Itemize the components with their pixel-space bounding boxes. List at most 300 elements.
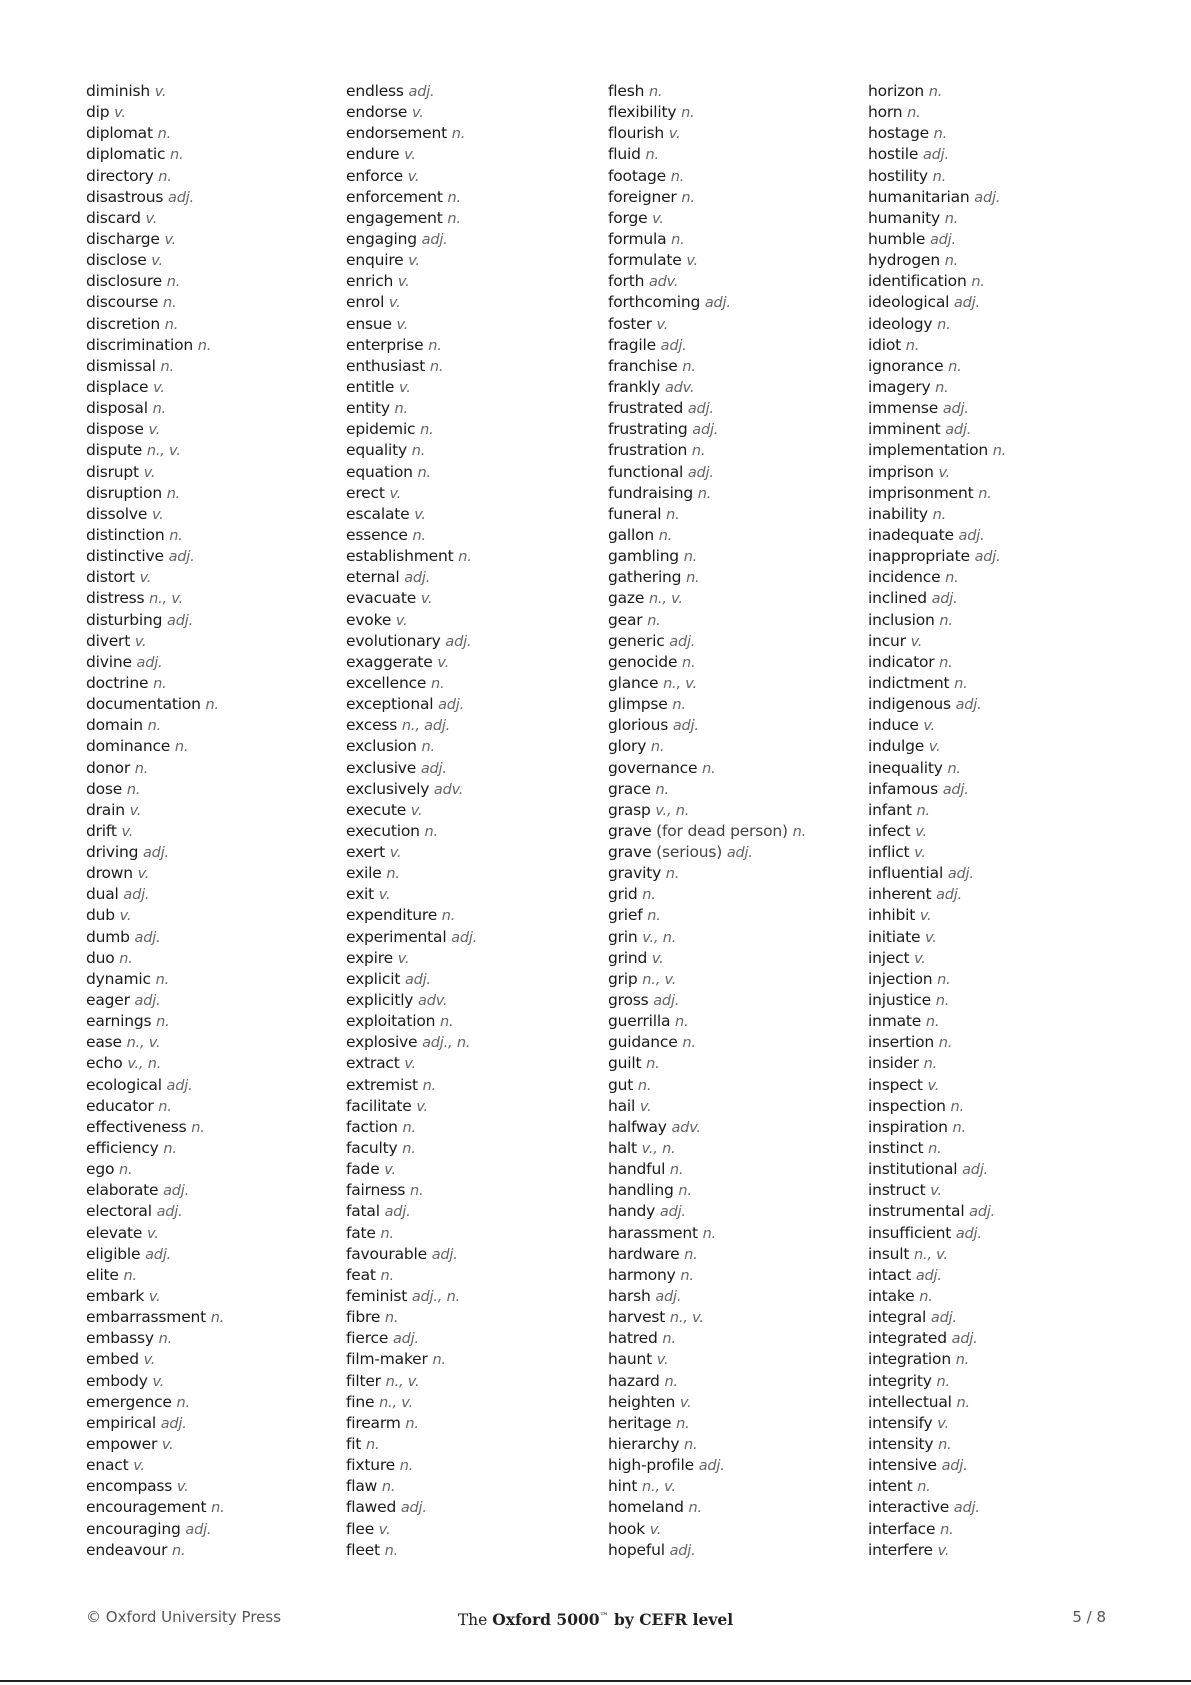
word-entry	[608, 567, 806, 588]
word-entry	[346, 1138, 477, 1159]
part-of-speech: v.	[910, 633, 923, 650]
headword: firearm	[346, 1413, 401, 1432]
part-of-speech: n.	[164, 316, 179, 333]
part-of-speech: n.	[933, 126, 948, 143]
headword: enterprise	[346, 335, 424, 354]
headword: immense	[868, 399, 939, 418]
word-entry	[868, 800, 1006, 821]
part-of-speech: adj.	[451, 929, 478, 946]
part-of-speech: n.	[954, 675, 968, 692]
word-entry	[868, 250, 1006, 271]
word-entry	[868, 1497, 1006, 1518]
part-of-speech: v.	[152, 1373, 165, 1390]
part-of-speech: v.	[114, 105, 126, 122]
headword: gallon	[608, 525, 655, 544]
part-of-speech: adj.	[955, 1225, 982, 1242]
headword: embark	[86, 1287, 145, 1306]
headword: hail	[608, 1096, 636, 1115]
word-entry	[608, 779, 806, 800]
headword: encompass	[86, 1477, 173, 1496]
headword: harsh	[608, 1287, 651, 1306]
part-of-speech: n.	[205, 697, 219, 714]
headword: film-maker	[346, 1350, 428, 1369]
headword: intensive	[868, 1456, 937, 1475]
headword: hopeful	[608, 1540, 665, 1559]
word-entry	[86, 292, 225, 313]
word-entry	[346, 1540, 477, 1561]
headword: gear	[608, 610, 643, 629]
word-entry	[608, 292, 806, 313]
word-entry	[86, 1476, 225, 1497]
headword: domain	[86, 716, 143, 735]
word-entry	[868, 356, 1006, 377]
word-entry	[868, 1223, 1006, 1244]
headword: escalate	[346, 504, 410, 523]
word-entry	[86, 546, 225, 567]
headword: evoke	[346, 610, 392, 629]
part-of-speech: n.	[950, 1098, 964, 1115]
part-of-speech: n.	[365, 1437, 380, 1453]
word-entry	[346, 1349, 477, 1370]
word-entry	[608, 1011, 806, 1032]
headword: hostile	[868, 145, 919, 164]
word-entry	[86, 905, 225, 926]
part-of-speech: n.	[424, 823, 438, 840]
part-of-speech: n.	[174, 739, 189, 756]
headword: inadequate	[868, 525, 954, 544]
word-entry	[608, 144, 806, 165]
part-of-speech: n.	[441, 908, 456, 925]
headword: grid	[608, 885, 638, 904]
part-of-speech: v.	[686, 253, 698, 270]
part-of-speech: v.	[930, 1183, 942, 1200]
word-entry	[868, 1434, 1006, 1455]
part-of-speech: adj.	[942, 781, 969, 798]
part-of-speech: v.	[923, 718, 935, 735]
headword: exclusion	[346, 737, 417, 756]
part-of-speech: n.	[191, 1119, 205, 1136]
part-of-speech: n.	[948, 358, 962, 375]
part-of-speech: adj.	[445, 633, 472, 650]
word-entry	[868, 462, 1006, 483]
headword: injustice	[868, 991, 931, 1010]
word-entry	[86, 1434, 225, 1455]
word-entry	[608, 631, 806, 652]
word-entry	[346, 1371, 477, 1392]
word-entry	[868, 1011, 1006, 1032]
word-entry	[346, 884, 477, 905]
headword: discard	[86, 208, 141, 227]
word-entry	[346, 1244, 477, 1265]
part-of-speech: adj.	[660, 337, 687, 354]
word-entry	[608, 166, 806, 187]
headword: enforce	[346, 166, 403, 185]
word-entry	[608, 842, 806, 863]
word-entry	[86, 123, 225, 144]
word-entry	[868, 1096, 1006, 1117]
part-of-speech: n.	[647, 908, 661, 925]
word-entry	[86, 884, 225, 905]
part-of-speech: n.	[412, 527, 426, 544]
word-entry	[86, 271, 225, 292]
headword: faculty	[346, 1139, 398, 1158]
part-of-speech: v.	[134, 633, 147, 650]
headword: excess	[346, 716, 398, 735]
word-entry	[86, 1053, 225, 1074]
word-entry	[868, 884, 1006, 905]
part-of-speech: n.	[923, 1056, 938, 1073]
part-of-speech: v.	[914, 950, 926, 967]
word-entry	[346, 863, 477, 884]
part-of-speech: n.	[947, 760, 961, 777]
part-of-speech: n.	[938, 1035, 953, 1052]
word-entry	[86, 1455, 225, 1476]
word-entry	[86, 1519, 225, 1540]
word-entry	[608, 1180, 806, 1201]
headword: ignorance	[868, 356, 944, 375]
part-of-speech: n.	[166, 485, 181, 502]
word-entry	[608, 1201, 806, 1222]
part-of-speech: v.	[378, 887, 391, 904]
word-entry	[346, 969, 477, 990]
headword: electoral	[86, 1202, 152, 1221]
part-of-speech: adj.	[698, 1458, 725, 1475]
part-of-speech: v.	[399, 379, 411, 396]
headword: gathering	[608, 568, 682, 587]
word-entry	[868, 398, 1006, 419]
part-of-speech: n., v.	[385, 1373, 420, 1390]
word-entry	[346, 1223, 477, 1244]
part-of-speech: n.	[160, 358, 174, 375]
headword: elevate	[86, 1223, 143, 1242]
part-of-speech: adj.	[185, 1521, 212, 1538]
headword: forthcoming	[608, 293, 701, 312]
headword: guidance	[608, 1033, 678, 1052]
headword: enrol	[346, 293, 385, 312]
word-entry	[868, 440, 1006, 461]
part-of-speech: n.	[394, 401, 408, 418]
headword: expenditure	[346, 906, 438, 925]
word-entry	[608, 546, 806, 567]
headword: educator	[86, 1096, 154, 1115]
headword: disastrous	[86, 187, 164, 206]
headword: filter	[346, 1371, 381, 1390]
headword: governance	[608, 758, 698, 777]
word-entry	[86, 187, 225, 208]
word-entry	[346, 1159, 477, 1180]
headword: inequality	[868, 758, 943, 777]
copyright-notice: © Oxford University Press	[86, 1608, 282, 1626]
part-of-speech: v.	[937, 1415, 949, 1432]
part-of-speech: n.	[158, 168, 172, 185]
part-of-speech: n.	[417, 464, 431, 481]
word-entry	[868, 102, 1006, 123]
headword: dismissal	[86, 356, 156, 375]
word-entry	[346, 1265, 477, 1286]
word-entry	[868, 1180, 1006, 1201]
part-of-speech: v.	[395, 612, 408, 629]
headword: forge	[608, 208, 648, 227]
headword: dose	[86, 779, 123, 798]
headword: formula	[608, 229, 667, 248]
part-of-speech: v.	[397, 950, 410, 967]
part-of-speech: n.	[642, 887, 656, 904]
part-of-speech: adj.	[953, 295, 980, 312]
word-entry	[868, 419, 1006, 440]
word-list	[86, 81, 1126, 1571]
part-of-speech: n.	[675, 1014, 689, 1031]
word-entry	[86, 1371, 225, 1392]
word-entry	[346, 1201, 477, 1222]
part-of-speech: adj.	[929, 231, 956, 248]
headword: hint	[608, 1477, 638, 1496]
word-entry	[608, 81, 806, 102]
headword: foreigner	[608, 187, 677, 206]
word-entry	[608, 863, 806, 884]
word-entry	[608, 250, 806, 271]
word-entry	[346, 1053, 477, 1074]
headword: haunt	[608, 1350, 653, 1369]
part-of-speech: v.	[164, 231, 177, 248]
word-entry	[86, 1349, 225, 1370]
word-entry	[608, 948, 806, 969]
word-entry	[86, 758, 225, 779]
part-of-speech: v.	[919, 908, 932, 925]
part-of-speech: n.	[170, 147, 184, 164]
part-of-speech: n.	[119, 1162, 133, 1179]
word-entry	[86, 821, 225, 842]
headword: embarrassment	[86, 1308, 207, 1327]
word-column-2	[346, 81, 477, 1561]
part-of-speech: n.	[162, 295, 177, 312]
headword: foster	[608, 314, 652, 333]
word-entry	[346, 504, 477, 525]
word-entry	[86, 102, 225, 123]
word-entry	[346, 905, 477, 926]
part-of-speech: v.	[408, 253, 420, 270]
headword: essence	[346, 525, 408, 544]
word-entry	[86, 1223, 225, 1244]
part-of-speech: n.	[939, 654, 953, 671]
word-entry	[868, 715, 1006, 736]
word-entry	[868, 821, 1006, 842]
word-entry	[346, 1032, 477, 1053]
part-of-speech: adj.	[930, 1310, 957, 1327]
headword: interactive	[868, 1498, 950, 1517]
headword: forth	[608, 272, 645, 291]
word-entry	[608, 694, 806, 715]
headword: hostility	[868, 166, 928, 185]
headword: equation	[346, 462, 413, 481]
headword: hierarchy	[608, 1435, 680, 1453]
headword: exit	[346, 885, 375, 904]
document-title	[0, 1607, 1191, 1630]
headword: displace	[86, 377, 149, 396]
part-of-speech: v.	[404, 1056, 416, 1073]
part-of-speech: n.	[381, 1479, 396, 1496]
word-entry	[346, 736, 477, 757]
word-entry	[346, 462, 477, 483]
part-of-speech: adj.	[974, 549, 1001, 566]
headword: grace	[608, 779, 651, 798]
word-entry	[346, 546, 477, 567]
word-entry	[608, 1159, 806, 1180]
word-entry	[868, 166, 1006, 187]
part-of-speech: n.	[669, 1162, 684, 1179]
headword: fluid	[608, 145, 641, 164]
headword: influential	[868, 864, 944, 883]
headword: distinctive	[86, 547, 164, 566]
word-entry	[608, 990, 806, 1011]
word-entry	[86, 1201, 225, 1222]
headword: donor	[86, 758, 131, 777]
headword: ensue	[346, 314, 392, 333]
headword: intensify	[868, 1413, 933, 1432]
part-of-speech: v.	[416, 1098, 428, 1115]
word-entry	[868, 1265, 1006, 1286]
part-of-speech: n.	[176, 1394, 190, 1411]
part-of-speech: v.	[151, 253, 163, 270]
headword: induce	[868, 716, 919, 735]
page-number: 5 / 8	[1072, 1608, 1106, 1626]
headword: diplomat	[86, 124, 153, 143]
headword: feminist	[346, 1287, 408, 1306]
headword: grave	[608, 821, 652, 840]
word-entry	[86, 483, 225, 504]
headword: hostage	[868, 124, 929, 143]
headword: explosive	[346, 1033, 418, 1052]
word-entry	[608, 1540, 806, 1561]
part-of-speech: adj.	[726, 845, 753, 862]
word-entry	[346, 483, 477, 504]
headword: imminent	[868, 420, 941, 439]
headword: intellectual	[868, 1392, 952, 1411]
word-entry	[608, 208, 806, 229]
headword: echo	[86, 1054, 123, 1073]
word-entry	[346, 1413, 477, 1434]
part-of-speech: n.	[428, 337, 442, 354]
word-entry	[868, 1455, 1006, 1476]
headword: gambling	[608, 547, 679, 566]
headword: driving	[86, 843, 139, 862]
part-of-speech: adj., n.	[422, 1035, 471, 1052]
headword: elaborate	[86, 1181, 159, 1200]
part-of-speech: n.	[155, 971, 170, 988]
headword: distort	[86, 568, 135, 587]
part-of-speech: v.	[133, 1458, 145, 1475]
part-of-speech: n.	[905, 337, 920, 354]
word-entry	[608, 1117, 806, 1138]
word-entry	[608, 525, 806, 546]
word-entry	[608, 1328, 806, 1349]
word-entry	[868, 1053, 1006, 1074]
part-of-speech: n.	[447, 210, 461, 227]
headword: fixture	[346, 1456, 396, 1475]
word-entry	[86, 356, 225, 377]
word-entry	[86, 1075, 225, 1096]
word-entry	[346, 990, 477, 1011]
word-entry	[346, 250, 477, 271]
part-of-speech: n., v.	[146, 443, 181, 460]
part-of-speech: adj.	[958, 527, 985, 544]
part-of-speech: n.	[119, 950, 133, 967]
headword: gross	[608, 991, 649, 1010]
headword: discourse	[86, 293, 159, 312]
part-of-speech: n.	[702, 1225, 717, 1242]
word-entry	[608, 271, 806, 292]
part-of-speech: adj.	[160, 1415, 187, 1432]
part-of-speech: v.	[137, 866, 150, 883]
word-entry	[346, 1328, 477, 1349]
part-of-speech: n.	[431, 675, 445, 692]
headword: harmony	[608, 1265, 676, 1284]
word-entry	[86, 1138, 225, 1159]
word-entry	[868, 187, 1006, 208]
trademark-symbol: ™	[599, 1612, 609, 1622]
headword: handy	[608, 1202, 656, 1221]
bottom-rule	[0, 1680, 1191, 1682]
word-entry	[608, 800, 806, 821]
headword: inspiration	[868, 1117, 948, 1136]
headword: intake	[868, 1287, 915, 1306]
headword: discharge	[86, 229, 160, 248]
part-of-speech: v.	[139, 570, 152, 587]
word-entry	[608, 419, 806, 440]
word-entry	[346, 948, 477, 969]
part-of-speech: adj.	[672, 718, 699, 735]
word-entry	[86, 1180, 225, 1201]
headword: equality	[346, 441, 407, 460]
headword: flesh	[608, 82, 645, 100]
headword: imagery	[868, 377, 931, 396]
headword: eligible	[86, 1244, 141, 1263]
word-entry	[86, 1307, 225, 1328]
word-entry	[868, 1307, 1006, 1328]
part-of-speech: v.	[148, 422, 161, 439]
word-entry	[868, 1286, 1006, 1307]
part-of-speech: v.	[129, 802, 142, 819]
part-of-speech: n.	[429, 358, 444, 375]
headword: halfway	[608, 1117, 667, 1136]
part-of-speech: adj.	[687, 464, 714, 481]
headword: inability	[868, 504, 928, 523]
headword: ecological	[86, 1075, 162, 1094]
headword: inspection	[868, 1096, 946, 1115]
headword: epidemic	[346, 420, 416, 439]
headword: footage	[608, 166, 666, 185]
word-entry	[608, 1265, 806, 1286]
part-of-speech: n.	[380, 1225, 394, 1242]
headword: flee	[346, 1519, 375, 1538]
word-entry	[86, 504, 225, 525]
headword: documentation	[86, 695, 201, 714]
headword: elite	[86, 1265, 119, 1284]
part-of-speech: v.	[652, 210, 664, 227]
headword: insult	[868, 1244, 910, 1263]
word-entry	[868, 144, 1006, 165]
word-entry	[608, 588, 806, 609]
part-of-speech: v.	[437, 654, 449, 671]
headword: enquire	[346, 251, 404, 270]
headword: inject	[868, 948, 910, 967]
word-entry	[346, 1434, 477, 1455]
word-entry	[346, 927, 477, 948]
part-of-speech: n.	[937, 316, 951, 333]
headword: homeland	[608, 1498, 684, 1517]
headword: diplomatic	[86, 145, 166, 164]
word-entry	[346, 779, 477, 800]
part-of-speech: v.	[145, 210, 158, 227]
